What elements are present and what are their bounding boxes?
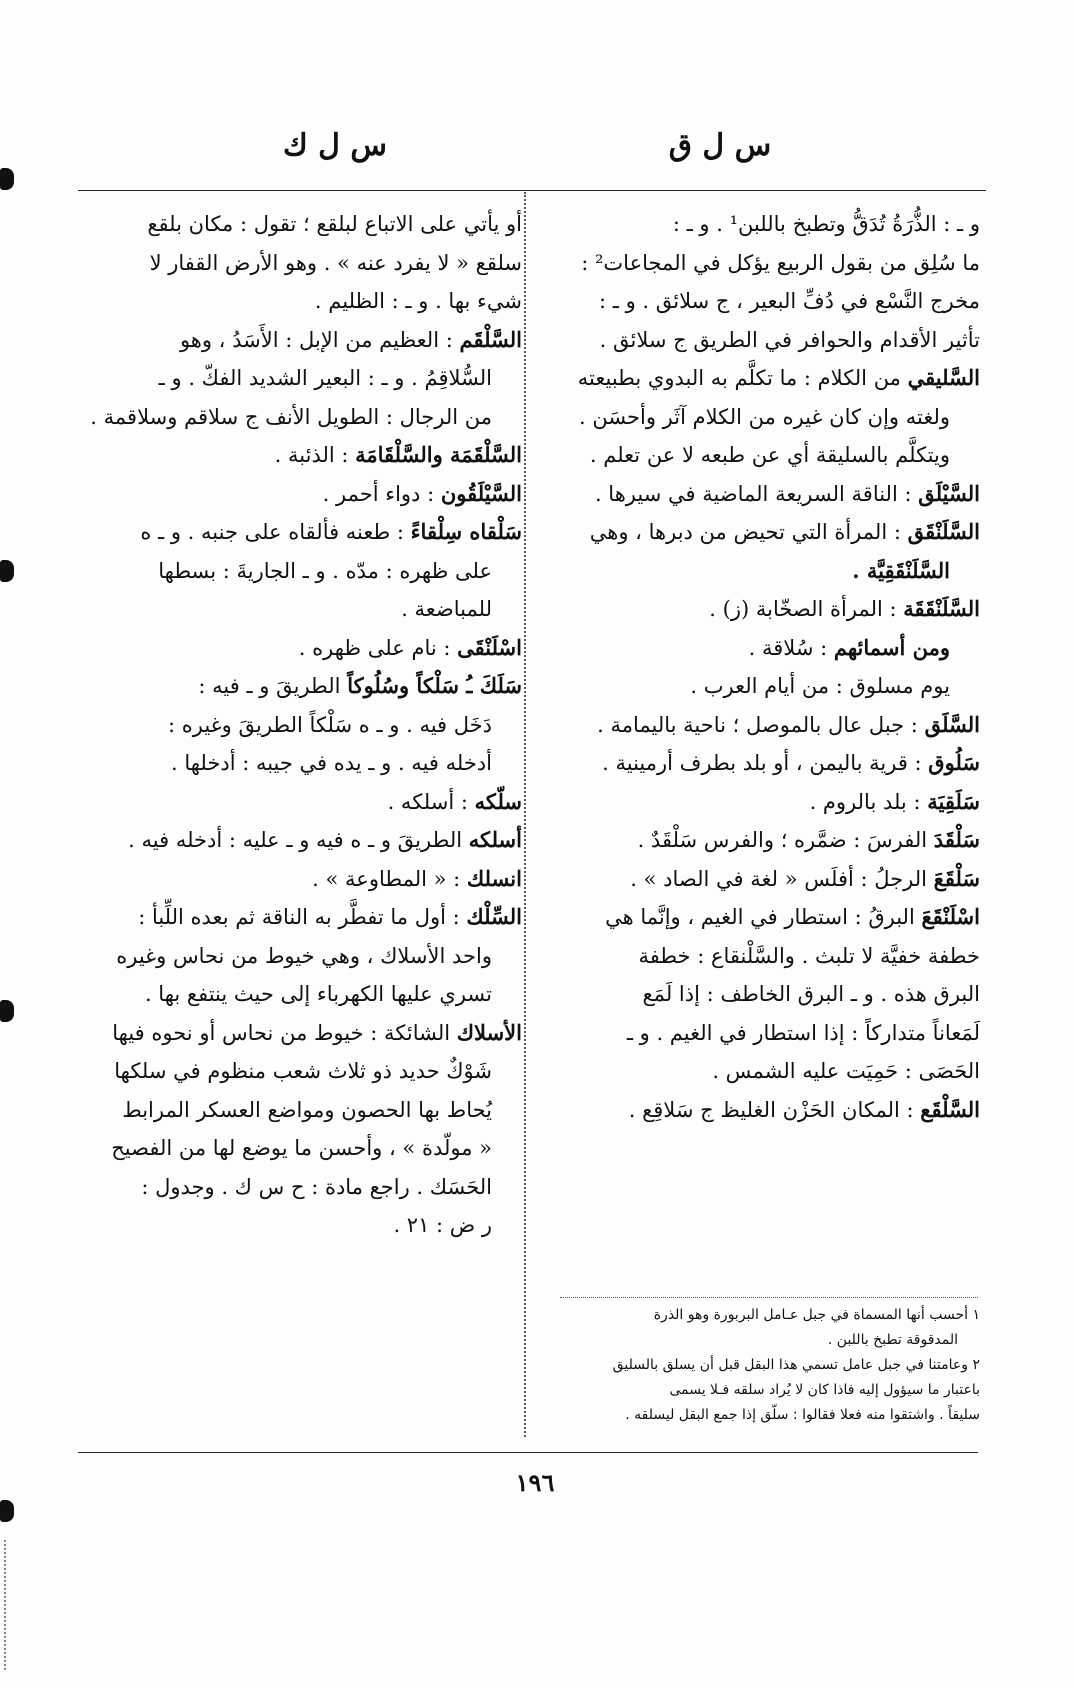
footer-rule: [78, 1452, 978, 1453]
entry-headword: السَّيْلَقُون: [440, 480, 522, 506]
text-line: [82, 590, 522, 629]
entry-headword: اسْلَنْقَعَ: [921, 904, 980, 929]
text-line: [540, 937, 980, 976]
footnote-line: ١ أحسب أنها المسماة في جبل عـامل البربورة وهو الذرة: [653, 1307, 980, 1323]
entry-text: مخرج النَّسْع في دُفِّ البعير ، ج سلائق . و ـ :: [598, 289, 980, 313]
text-line: [82, 205, 522, 244]
text-line: [540, 359, 980, 398]
margin-dots: [4, 1540, 8, 1670]
text-line: [540, 205, 980, 244]
text-line: [540, 436, 980, 475]
text-line: [82, 1129, 522, 1168]
entry-text: : الناقة السريعة الماضية في سيرها .: [594, 481, 919, 506]
entry-text: « مولّدة » ، وأحسن ما يوضع لها من الفصيح: [111, 1136, 492, 1160]
entry-headword: أسلكه: [468, 827, 522, 852]
left-column: [82, 205, 522, 1245]
entry-text: : المرأة التي تحيض من دبرها ، وهي: [589, 520, 908, 544]
margin-ink-blot: [0, 1000, 14, 1022]
entry-text: : سُلاقة .: [748, 635, 834, 660]
text-line: [540, 898, 980, 937]
entry-text: تأثير الأقدام والحوافر في الطريق ج سلائق .: [599, 327, 980, 352]
entry-text: الطريقَ و ـ فيه :: [198, 674, 348, 698]
text-line: [82, 1091, 522, 1130]
right-column: [540, 205, 980, 1129]
entry-text: : المرأة الصخّابة (ز) .: [709, 597, 904, 621]
text-line: [540, 244, 980, 283]
page-number: ١٩٦: [515, 1468, 555, 1497]
text-line: [82, 937, 522, 976]
entry-headword: سَلُوق: [928, 750, 980, 775]
entry-headword: السَّلْقَم: [459, 326, 522, 352]
text-line: [82, 1168, 522, 1207]
text-line: [82, 513, 522, 552]
entry-headword: سَلْقَدَ: [933, 827, 980, 852]
entry-text: : قرية باليمن ، أو بلد بطرف أرمينية .: [602, 751, 929, 775]
text-line: [540, 282, 980, 321]
entry-text: للمباضعة .: [401, 597, 492, 621]
text-line: [540, 1014, 980, 1053]
text-line: [82, 860, 522, 899]
entry-headword: انسلك: [466, 865, 522, 891]
margin-ink-blot: [0, 1500, 14, 1522]
footnote-rule: [560, 1297, 978, 1298]
entry-headword: السَّلَنْقَق: [907, 519, 980, 544]
text-line: [82, 1052, 522, 1091]
entry-text: ولغته وإن كان غيره من الكلام آثَر وأحسَن .: [578, 404, 950, 429]
text-line: [540, 590, 980, 629]
entry-text: : بلد بالروم .: [809, 789, 928, 814]
entry-text: : جبل عال بالموصل ؛ ناحية باليمامة .: [597, 712, 925, 737]
entry-headword: السِّلْك: [466, 904, 522, 929]
text-line: [82, 359, 522, 398]
text-line: [82, 436, 522, 475]
text-line: [540, 475, 980, 514]
entry-text: : الذئبة .: [274, 443, 356, 467]
entry-text: : العظيم من الإبل : الأَسَدُ ، وهو: [179, 327, 460, 352]
text-line: [540, 321, 980, 360]
entry-headword: السَّيْلَق: [918, 480, 980, 506]
entry-text: الحَسَك . راجع مادة : ح س ك . وجدول :: [141, 1174, 492, 1199]
entry-text: : أسلكه .: [387, 789, 475, 814]
footnote-line: المدقوقة تطبخ باللبن .: [827, 1332, 958, 1348]
entry-headword: سَلْقاه سِلْقاءً: [410, 519, 522, 544]
entry-headword: السَّلْقَمَة والسَّلْقَامَة: [355, 442, 522, 467]
entry-headword: الأسلاك: [456, 1019, 522, 1045]
entry-text: يُحاط بها الحصون ومواضع العسكر المرابط: [122, 1097, 492, 1122]
entry-text: الحَصَى : حَمِيَت عليه الشمس .: [712, 1059, 980, 1083]
entry-headword: السَّليقي: [907, 365, 980, 390]
entry-headword: ومن أسمائهم: [833, 634, 950, 660]
entry-text: : نام على ظهره .: [298, 635, 458, 660]
column-divider: [524, 192, 526, 1437]
entry-text: أدخله فيه . و ـ يده في جيبه : أدخلها .: [170, 751, 492, 775]
entry-text: و ـ : الذُّرَةُ تُدَقُّ وتطبخ باللبن¹ . و ـ :: [672, 212, 980, 236]
text-line: [82, 706, 522, 745]
entry-text: أو يأتي على الاتباع لبلقع ؛ تقول : مكان بلقع: [147, 212, 522, 236]
text-line: [540, 783, 980, 822]
text-line: [82, 282, 522, 321]
text-line: [82, 398, 522, 437]
text-line: [82, 552, 522, 591]
text-line: [82, 244, 522, 283]
text-line: [82, 1014, 522, 1053]
text-line: [82, 975, 522, 1014]
footnote-line: ٢ وعامتنا في جبل عامل تسمي هذا البقل قبل أن يسلق بالسليق: [612, 1357, 980, 1373]
text-line: [540, 667, 980, 706]
entry-text: : أول ما تفطَّر به الناقة ثم بعده اللِّبأ :: [138, 905, 467, 929]
entry-text: : « المطاوعة » .: [312, 866, 467, 891]
text-line: [540, 975, 980, 1014]
entry-headword: السَّلَنْقَقِيَّة .: [852, 557, 950, 583]
text-line: [82, 821, 522, 860]
text-line: [540, 821, 980, 860]
entry-text: : دواء أحمر .: [322, 481, 441, 506]
entry-text: خطفة خفيَّة لا تلبث . والسَّلْنقاع : خطفة: [638, 943, 980, 968]
entry-text: لَمَعاناً متداركاً : إذا استطار في الغيم . و ـ: [626, 1020, 980, 1045]
entry-text: البرقُ : استطار في الغيم ، وإنَّما هي: [605, 905, 922, 929]
entry-text: تسري عليها الكهرباء إلى حيث ينتفع بها .: [144, 982, 492, 1006]
text-line: [82, 898, 522, 937]
entry-text: الشائكة : خيوط من نحاس أو نحوه فيها: [112, 1020, 457, 1045]
text-line: [540, 744, 980, 783]
entry-headword: سلّكه: [474, 788, 522, 814]
entry-text: من الكلام : ما تكلَّم به البدوي بطبيعته: [577, 366, 908, 390]
text-line: [540, 552, 980, 591]
text-line: [540, 1052, 980, 1091]
text-line: [82, 321, 522, 360]
entry-text: : المكان الحَزْن الغليظ ج سَلاقِع .: [628, 1097, 921, 1122]
text-line: [540, 398, 980, 437]
text-line: [82, 744, 522, 783]
text-line: [540, 860, 980, 899]
entry-text: ر ض : ٢١ .: [393, 1213, 492, 1237]
entry-text: الفرسَ : ضمَّره ؛ والفرس سَلْقَدٌ .: [637, 828, 934, 852]
left-column-headword: س ل ك: [282, 128, 388, 163]
entry-text: السُّلاقِمُ . و ـ : البعير الشديد الفكّ . و ـ: [158, 366, 492, 390]
entry-headword: السَّلْقَع: [920, 1096, 980, 1122]
entry-text: دَخَل فيه . و ـ ه سَلْكاً الطريقَ وغيره :: [168, 712, 492, 737]
entry-text: من الرجال : الطويل الأنف ج سلاقم وسلاقمة .: [90, 404, 492, 429]
entry-text: شَوْكٌ حديد ذو ثلاث شعب منظوم في سلكها: [114, 1059, 492, 1083]
entry-text: البرق هذه . و ـ البرق الخاطف : إذا لَمَع: [642, 982, 980, 1006]
text-line: [540, 629, 980, 668]
entry-headword: السَّلَنْقَقَة: [903, 596, 980, 621]
margin-ink-blot: [0, 168, 14, 190]
text-line: [82, 629, 522, 668]
margin-ink-blot: [0, 560, 14, 582]
entry-headword: اسْلَنْقَى: [457, 634, 522, 660]
entry-text: ويتكلَّم بالسليقة أي عن طبعه لا عن تعلم .: [589, 443, 950, 467]
text-line: [82, 783, 522, 822]
entry-text: على ظهره : مدّه . و ـ الجاريةَ : بسطها: [158, 558, 492, 583]
entry-text: الطريقَ و ـ ه فيه و ـ عليه : أدخله فيه .: [128, 828, 469, 852]
entry-text: واحد الأسلاك ، وهي خيوط من نحاس وغيره: [116, 943, 492, 968]
text-line: [82, 1206, 522, 1245]
entry-text: سلقع « لا يفرد عنه » . وهو الأرض القفار لا: [149, 250, 522, 275]
entry-headword: سَلَقِيَة: [927, 788, 980, 814]
text-line: [540, 706, 980, 745]
footnote-line: سليقاً . واشتقوا منه فعلا فقالوا : سلّق إذا جمع البقل ليسلقه .: [625, 1407, 980, 1423]
footnote-line: باعتبار ما سيؤول إليه فاذا كان لا يُراد سلقه فـلا يسمى: [669, 1382, 980, 1398]
text-line: [540, 1091, 980, 1130]
entry-text: شيء بها . و ـ : الظليم .: [314, 289, 522, 313]
entry-headword: سَلْقَعَ: [933, 865, 980, 891]
right-column-headword: س ل ق: [668, 128, 772, 163]
text-line: [82, 475, 522, 514]
entry-text: يوم مسلوق : من أيام العرب .: [690, 674, 950, 698]
entry-headword: السَّلَق: [924, 711, 980, 737]
text-line: [82, 667, 522, 706]
header-rule: [78, 190, 986, 191]
entry-text: : طعنه فألقاه على جنبه . و ـ ه: [140, 520, 411, 544]
entry-headword: سَلَكَ ـُ سَلْكاً وسُلُوكاً: [347, 673, 522, 698]
footnotes: [540, 1303, 980, 1428]
text-line: [540, 513, 980, 552]
entry-text: الرجلُ : أفلَس « لغة في الصاد » .: [630, 866, 934, 891]
entry-text: ما سُلِق من بقول الربيع يؤكل في المجاعات² :: [581, 250, 980, 275]
